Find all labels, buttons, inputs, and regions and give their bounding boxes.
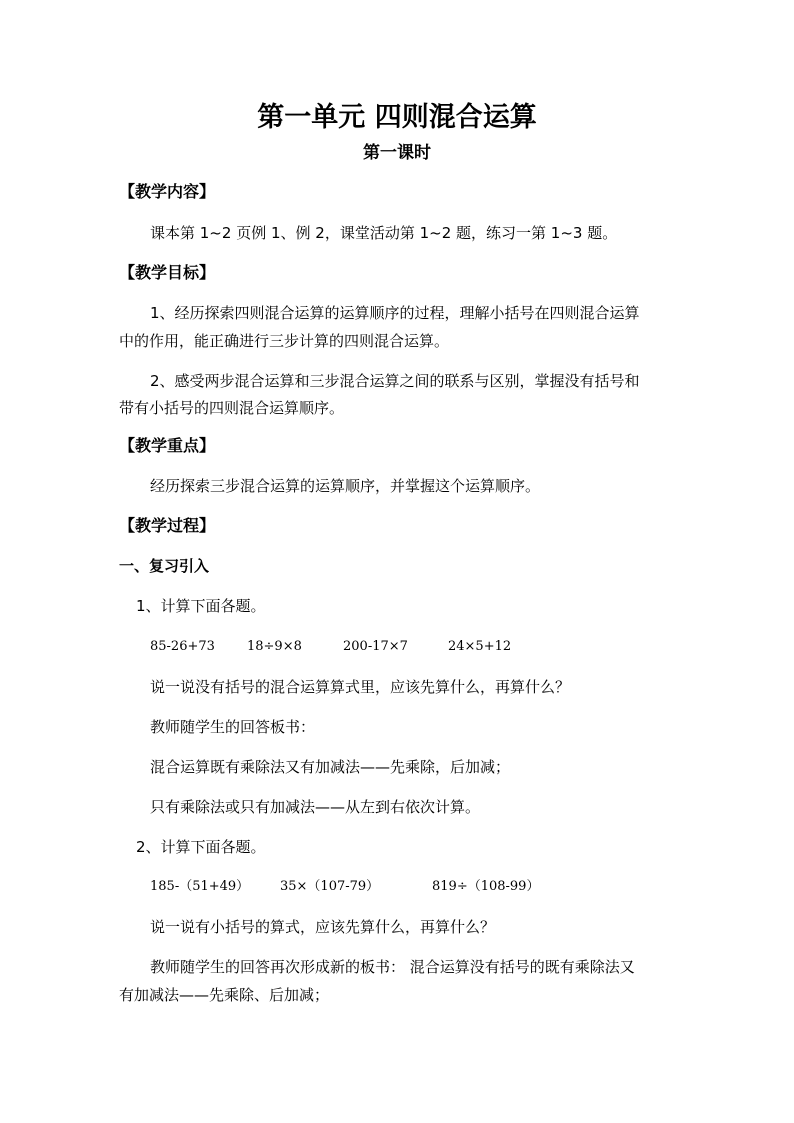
document-title: 第一单元 四则混合运算	[257, 102, 537, 133]
q2-board-line2: 有加减法——先乘除、后加减；	[119, 986, 330, 1004]
question1-label: 1、计算下面各题。	[136, 597, 266, 615]
q1-expression: 18÷9×8	[247, 639, 302, 654]
q1-question: 说一说没有括号的混合运算算式里，应该先算什么，再算什么？	[150, 678, 571, 696]
key-text: 经历探索三步混合运算的运算顺序，并掌握这个运算顺序。	[150, 477, 541, 495]
key-heading: 【教学重点】	[119, 436, 216, 455]
content-heading: 【教学内容】	[119, 182, 216, 201]
question2-label: 2、计算下面各题。	[136, 838, 266, 856]
goal1-line1: 1、经历探索四则混合运算的运算顺序的过程，理解小括号在四则混合运算	[150, 304, 640, 322]
q1-board-intro: 教师随学生的回答板书：	[150, 718, 316, 736]
content-text: 课本第 1~2 页例 1、例 2，课堂活动第 1~2 题，练习一第 1~3 题。	[150, 224, 618, 242]
process-heading: 【教学过程】	[119, 516, 216, 535]
q1-board-rule1: 混合运算既有乘除法又有加减法——先乘除，后加减；	[150, 758, 511, 776]
lesson-subtitle: 第一课时	[363, 143, 431, 163]
goals-heading: 【教学目标】	[119, 263, 216, 282]
q2-question: 说一说有小括号的算式，应该先算什么，再算什么？	[150, 918, 496, 936]
q2-expression: 819÷（108-99）	[432, 879, 540, 894]
q1-expression: 24×5+12	[448, 639, 512, 654]
q2-expression: 185-（51+49）	[150, 879, 250, 894]
part1-heading: 一、复习引入	[119, 557, 210, 575]
goal1-line2: 中的作用，能正确进行三步计算的四则混合运算。	[119, 332, 450, 350]
q2-board-line1: 教师随学生的回答再次形成新的板书： 混合运算没有括号的既有乘除法又	[150, 958, 635, 976]
q1-board-rule2: 只有乘除法或只有加减法——从左到右依次计算。	[150, 798, 481, 816]
q1-expression: 200-17×7	[343, 639, 408, 654]
goal2-line1: 2、感受两步混合运算和三步混合运算之间的联系与区别，掌握没有括号和	[150, 372, 640, 390]
goal2-line2: 带有小括号的四则混合运算顺序。	[119, 399, 345, 417]
q2-expression: 35×（107-79）	[280, 879, 380, 894]
q1-expression: 85-26+73	[150, 639, 215, 654]
